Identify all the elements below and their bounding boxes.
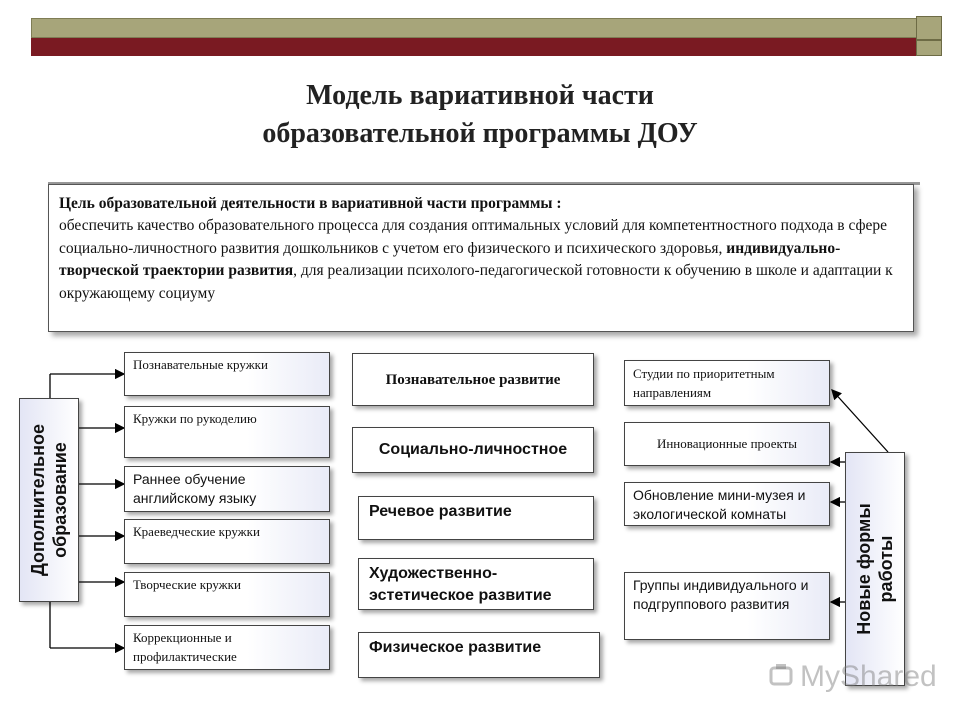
left-item-needlework-clubs: Кружки по рукоделию <box>124 406 330 458</box>
left-item-correction-prevention: Коррекционные и профилактические <box>124 625 330 670</box>
middle-item-artistic-aesthetic: Художественно-эстетическое развитие <box>358 558 594 610</box>
slide-title-line1: Модель вариативной части <box>306 80 654 111</box>
goal-text-bold: индивидуально-творческой траектории развития <box>59 239 841 280</box>
arrow-to-right-item-1 <box>832 390 888 452</box>
left-item-early-english: Раннее обучение английскому языку <box>124 466 330 512</box>
left-item-cognitive-clubs: Познавательные кружки <box>124 352 330 396</box>
left-item-local-history-clubs: Краеведческие кружки <box>124 519 330 564</box>
goal-text-part1: обеспечить качество образовательного процесса для создания оптимальных условий для компетентностного подхода в сфере социально-личностного развития дошкольников с учетом его физического и психического здоровья, <box>59 217 888 257</box>
right-item-mini-museum: Обновление мини-музея и экологической комнаты <box>624 482 830 526</box>
additional-education-label-box <box>19 398 79 602</box>
left-item-creative-clubs: Творческие кружки <box>124 572 330 617</box>
right-item-innovative-projects: Инновационные проекты <box>624 422 830 466</box>
slide-title-line2: образовательной программы ДОУ <box>262 118 698 149</box>
goal-heading: Цель образовательной деятельности в вариативной части программы : <box>59 195 562 212</box>
new-forms-label-box <box>845 452 905 686</box>
watermark-logo-icon <box>768 662 796 688</box>
middle-item-social-personal: Социально-личностное <box>352 427 594 473</box>
middle-item-cognitive-development: Познавательное развитие <box>352 353 594 406</box>
additional-education-label: Дополнительное образование <box>28 423 70 577</box>
middle-item-speech-development: Речевое развитие <box>358 496 594 540</box>
right-item-priority-studios: Студии по приоритетным направлениям <box>624 360 830 406</box>
watermark-text: MyShared <box>800 660 937 693</box>
right-item-individual-groups: Группы индивидуального и подгруппового развития <box>624 572 830 640</box>
middle-item-physical-development: Физическое развитие <box>358 632 600 678</box>
goal-text-part2: , для реализации психолого-педагогической готовности к обучению в школе и адаптации к окружающему социуму <box>59 262 893 302</box>
new-forms-label: Новые формы работы <box>854 503 896 635</box>
